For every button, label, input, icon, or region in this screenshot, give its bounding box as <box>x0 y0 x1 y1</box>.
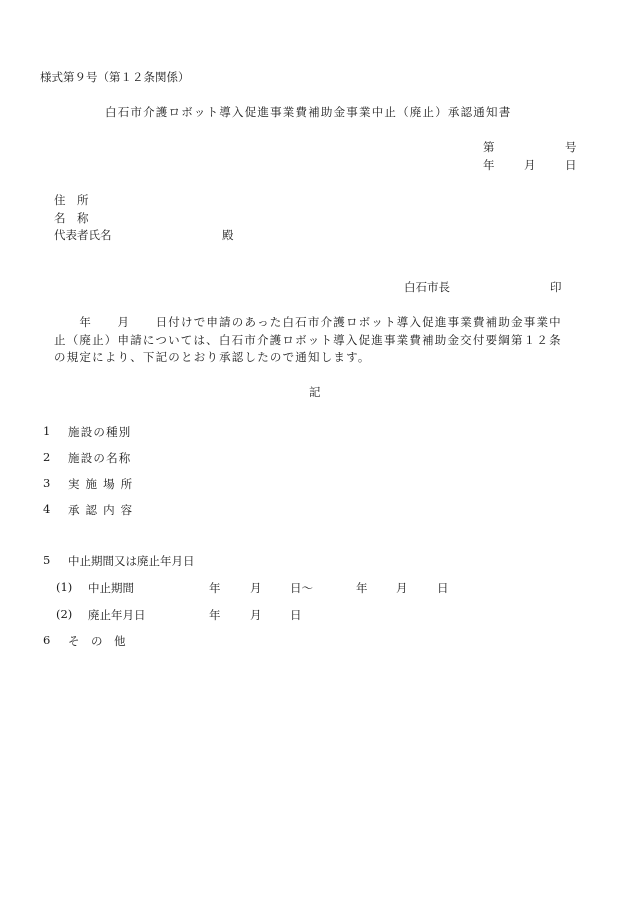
item-number: 5 <box>43 553 51 567</box>
item-number: 1 <box>43 424 51 438</box>
day: 日 <box>290 608 302 622</box>
body-line-2: 止（廃止）申請については、白石市介護ロボット導入促進事業費補助金交付要綱第１２条 <box>54 333 562 347</box>
doc-date-day: 日 <box>565 158 577 172</box>
item-label: 施設の名称 <box>68 451 132 465</box>
name-label: 名 称 <box>54 211 89 225</box>
from-year: 年 <box>209 581 221 595</box>
doc-number-suffix: 号 <box>565 140 577 154</box>
item-label: 実 施 場 所 <box>68 477 134 491</box>
item-label: 承 認 内 容 <box>68 503 134 517</box>
item-label: 中止期間又は廃止年月日 <box>68 554 195 568</box>
to-year: 年 <box>356 581 368 595</box>
address-label: 住 所 <box>54 193 89 207</box>
document-title: 白石市介護ロボット導入促進事業費補助金事業中止（廃止）承認通知書 <box>105 105 512 119</box>
sub-label: 廃止年月日 <box>88 608 146 622</box>
honorific: 殿 <box>222 228 234 242</box>
body-line-1: 年 月 日付けで申請のあった白石市介護ロボット導入促進事業費補助金事業中 <box>54 315 562 329</box>
month: 月 <box>250 608 262 622</box>
year: 年 <box>209 608 221 622</box>
item-number: 3 <box>43 476 51 490</box>
form-label: 様式第９号（第１２条関係） <box>40 70 190 84</box>
to-day: 日 <box>437 581 449 595</box>
body-line-3: の規定により、下記のとおり承認したので通知します。 <box>54 350 371 364</box>
from-month: 月 <box>250 581 262 595</box>
sub-number: (2) <box>56 607 73 621</box>
doc-date-month: 月 <box>524 158 536 172</box>
issuer-seal: 印 <box>550 280 562 294</box>
to-month: 月 <box>396 581 408 595</box>
item-number: 4 <box>43 502 51 516</box>
issuer-title: 白石市長 <box>404 280 450 294</box>
doc-date-year: 年 <box>483 158 495 172</box>
sub-label: 中止期間 <box>88 581 134 595</box>
item-number: 2 <box>43 450 51 464</box>
representative-label: 代表者氏名 <box>54 228 112 242</box>
item-label: そ の 他 <box>68 634 126 648</box>
doc-number-prefix: 第 <box>483 140 495 154</box>
item-number: 6 <box>43 633 51 647</box>
from-day: 日～ <box>290 581 313 595</box>
ki-heading: 記 <box>309 385 321 399</box>
sub-number: (1) <box>56 580 73 594</box>
item-label: 施設の種別 <box>68 425 132 439</box>
